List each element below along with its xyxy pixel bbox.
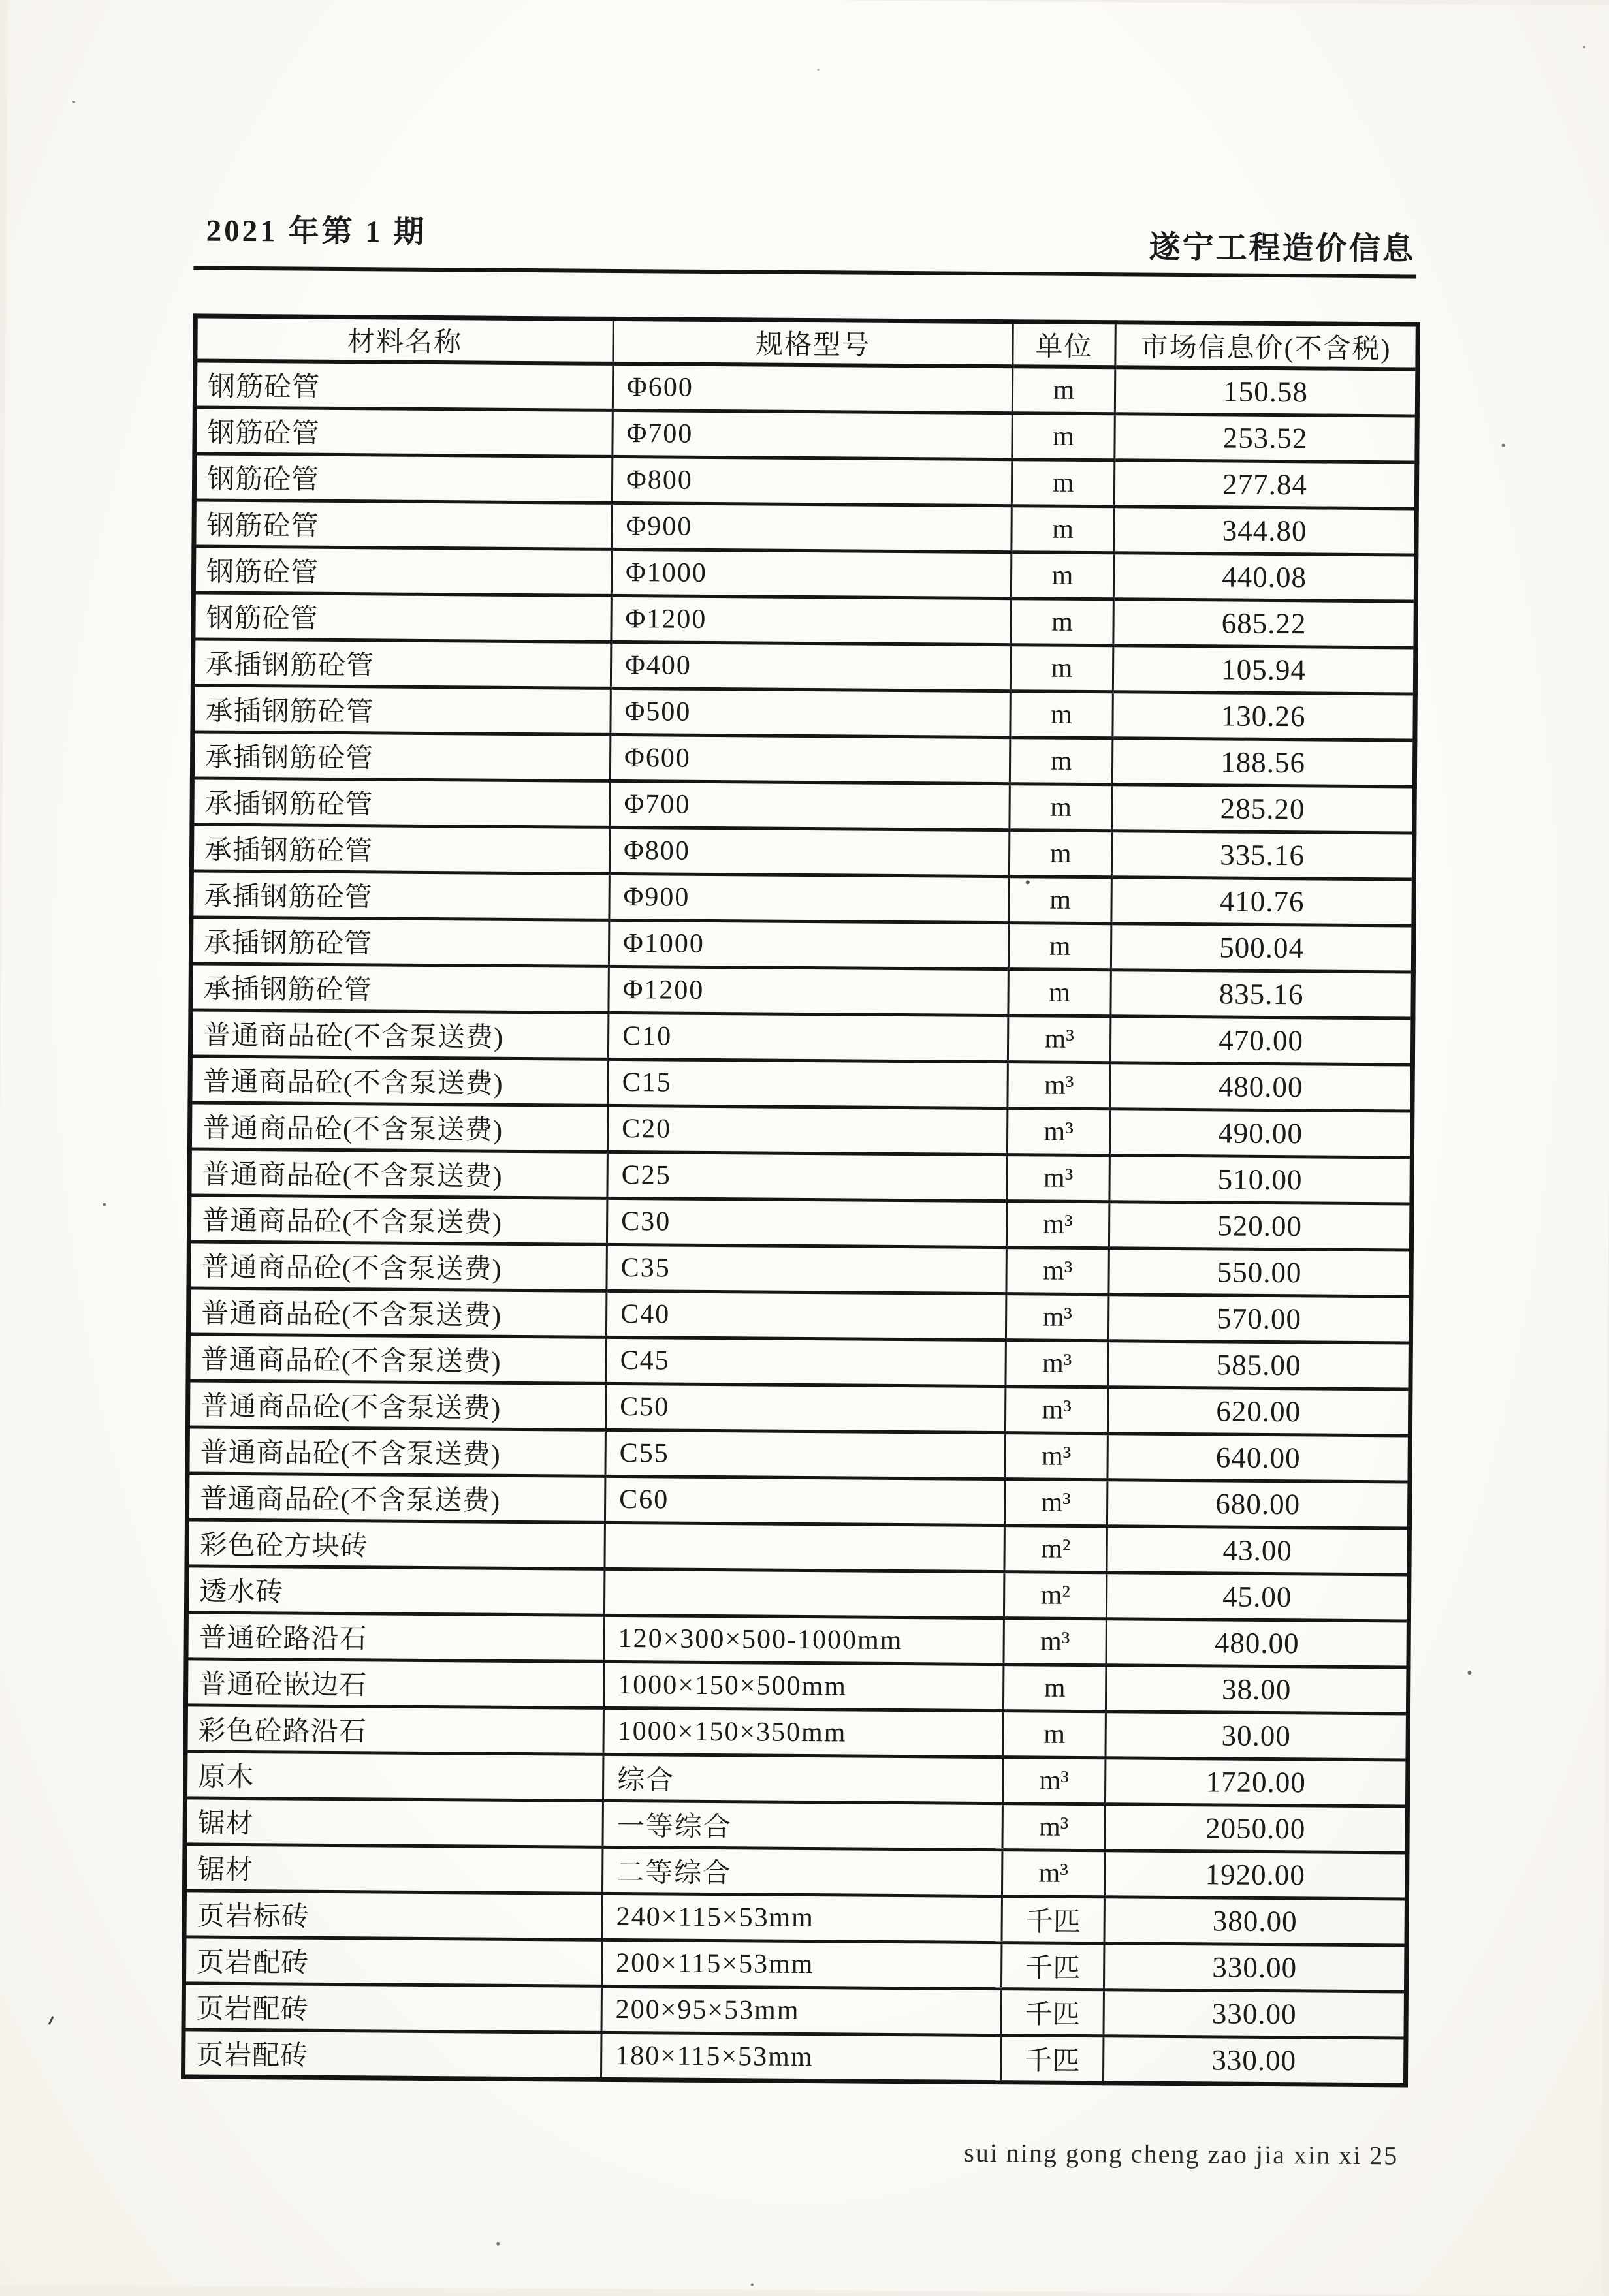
unit-cell: 千匹: [1001, 1943, 1104, 1990]
table-row: [185, 1752, 1407, 1806]
material-name-cell: 承插钢筋砼管: [193, 685, 611, 734]
spec-cell: Φ1200: [611, 595, 1011, 644]
spec-cell: 二等综合: [602, 1847, 1002, 1896]
material-name-cell: 承插钢筋砼管: [191, 825, 609, 873]
table-header: [195, 316, 1418, 370]
material-price-table: [181, 313, 1420, 2087]
material-name-cell: 普通商品砼(不含泵送费): [187, 1427, 605, 1476]
spec-cell: C55: [605, 1430, 1005, 1479]
unit-cell: m: [1009, 877, 1111, 924]
unit-cell: m³: [1006, 1201, 1109, 1248]
material-name-cell: 钢筋砼管: [194, 500, 612, 549]
unit-cell: m³: [1002, 1850, 1104, 1897]
material-name-cell: 普通商品砼(不含泵送费): [189, 1103, 607, 1152]
table-row: [191, 964, 1413, 1018]
price-cell: 680.00: [1107, 1480, 1409, 1528]
publication-title: 遂宁工程造价信息: [1149, 222, 1415, 269]
scan-speck: [72, 101, 75, 103]
table-row: [187, 1520, 1409, 1575]
table-row: [186, 1612, 1409, 1667]
price-cell: 490.00: [1109, 1109, 1412, 1157]
column-header-spec: 规格型号: [613, 319, 1013, 366]
spec-cell: Φ900: [612, 503, 1012, 552]
material-name-cell: 普通砼嵌边石: [185, 1659, 603, 1708]
material-name-cell: 普通商品砼(不含泵送费): [187, 1473, 605, 1522]
material-name-cell: 彩色砼路沿石: [185, 1705, 603, 1754]
material-name-cell: 钢筋砼管: [195, 407, 613, 456]
unit-cell: m: [1011, 552, 1113, 599]
scan-speck: [496, 2242, 500, 2246]
price-cell: 1920.00: [1104, 1851, 1407, 1899]
spec-cell: Φ800: [609, 827, 1009, 876]
table-row: [191, 917, 1413, 972]
page-footer-pinyin: sui ning gong cheng zao jia xin xi 25: [964, 2137, 1398, 2171]
price-cell: 480.00: [1106, 1619, 1409, 1667]
header-rule: [193, 266, 1416, 278]
unit-cell: m: [1010, 738, 1112, 785]
table-row: [193, 685, 1415, 740]
price-cell: 410.76: [1111, 877, 1414, 926]
spec-cell: 180×115×53mm: [601, 2032, 1000, 2082]
unit-cell: m: [1008, 923, 1111, 970]
table-row: [184, 1937, 1407, 1992]
spec-cell: Φ1200: [609, 966, 1008, 1015]
scan-speck: [103, 1203, 106, 1206]
spec-cell: 240×115×53mm: [602, 1893, 1002, 1942]
price-cell: 253.52: [1115, 414, 1417, 462]
material-name-cell: 承插钢筋砼管: [191, 917, 609, 966]
spec-cell: C30: [607, 1198, 1006, 1247]
table-row: [186, 1566, 1409, 1621]
table-row: [188, 1288, 1410, 1343]
unit-cell: m³: [1006, 1294, 1108, 1341]
spec-cell: Φ1000: [609, 920, 1008, 969]
spec-cell: Φ900: [609, 873, 1009, 922]
material-name-cell: 页岩配砖: [183, 2030, 601, 2079]
unit-cell: m: [1008, 969, 1111, 1016]
price-cell: 330.00: [1104, 1943, 1406, 1992]
unit-cell: m²: [1004, 1572, 1106, 1619]
unit-cell: m: [1011, 599, 1113, 646]
unit-cell: m: [1003, 1711, 1106, 1758]
spec-cell: Φ400: [611, 642, 1010, 691]
price-cell: 43.00: [1107, 1526, 1409, 1575]
scan-mark: [48, 2016, 54, 2025]
spec-cell: [605, 1522, 1004, 1571]
spec-cell: C45: [606, 1337, 1006, 1386]
material-name-cell: 普通商品砼(不含泵送费): [189, 1149, 607, 1198]
unit-cell: m³: [1007, 1109, 1109, 1156]
price-cell: 500.04: [1111, 924, 1413, 972]
unit-cell: m³: [1005, 1433, 1107, 1480]
table-row: [189, 1149, 1412, 1204]
unit-cell: m³: [1005, 1387, 1107, 1434]
unit-cell: 千匹: [1000, 2036, 1103, 2083]
spec-cell: C60: [605, 1476, 1004, 1525]
spec-cell: C35: [607, 1244, 1006, 1293]
scan-speck: [1583, 46, 1585, 48]
unit-cell: m: [1012, 413, 1115, 460]
table-row: [185, 1798, 1407, 1853]
unit-cell: m: [1009, 830, 1111, 877]
material-name-cell: 普通商品砼(不含泵送费): [189, 1195, 607, 1244]
price-cell: 440.08: [1113, 553, 1416, 601]
price-cell: 585.00: [1108, 1341, 1410, 1389]
material-name-cell: 钢筋砼管: [194, 454, 612, 503]
material-name-cell: 承插钢筋砼管: [192, 778, 610, 827]
material-name-cell: 锯材: [185, 1798, 603, 1847]
price-cell: 45.00: [1106, 1573, 1409, 1621]
spec-cell: C25: [607, 1152, 1007, 1201]
table-row: [187, 1381, 1410, 1436]
table-row: [187, 1427, 1410, 1482]
price-cell: 380.00: [1104, 1897, 1407, 1945]
unit-cell: m³: [1002, 1804, 1105, 1851]
price-cell: 640.00: [1107, 1434, 1410, 1482]
material-name-cell: 普通商品砼(不含泵送费): [189, 1242, 607, 1291]
material-name-cell: 透水砖: [186, 1566, 604, 1615]
table-row: [187, 1473, 1409, 1528]
material-name-cell: 普通商品砼(不含泵送费): [190, 1056, 608, 1105]
spec-cell: 200×115×53mm: [601, 1940, 1001, 1989]
scan-speck: [1467, 1671, 1471, 1675]
table-row: [193, 593, 1416, 648]
material-name-cell: 普通商品砼(不含泵送费): [188, 1288, 606, 1337]
spec-cell: 1000×150×500mm: [603, 1661, 1003, 1710]
price-cell: 520.00: [1109, 1202, 1411, 1250]
table-row: [188, 1334, 1410, 1389]
spec-cell: 120×300×500-1000mm: [604, 1615, 1004, 1664]
unit-cell: m: [1012, 506, 1114, 553]
issue-label: 2021 年第 1 期: [206, 206, 427, 251]
spec-cell: Φ600: [613, 364, 1012, 413]
table-row: [189, 1103, 1412, 1157]
material-name-cell: 承插钢筋砼管: [193, 639, 611, 688]
unit-cell: m³: [1002, 1757, 1105, 1804]
price-cell: 330.00: [1103, 2036, 1405, 2085]
price-cell: 620.00: [1107, 1387, 1410, 1436]
table-row: [185, 1705, 1408, 1760]
unit-cell: m: [1010, 691, 1113, 738]
table-row: [195, 407, 1417, 462]
material-name-cell: 原木: [185, 1752, 603, 1801]
spec-cell: C15: [608, 1059, 1008, 1108]
price-cell: 480.00: [1110, 1063, 1412, 1111]
spec-cell: Φ1000: [611, 549, 1011, 598]
material-name-cell: 普通商品砼(不含泵送费): [190, 1010, 608, 1059]
table-row: [191, 825, 1414, 879]
table-row: [194, 500, 1416, 555]
spec-cell: Φ500: [611, 688, 1010, 737]
material-name-cell: 承插钢筋砼管: [191, 871, 609, 920]
table-row: [189, 1195, 1411, 1250]
price-cell: 330.00: [1104, 1990, 1406, 2038]
material-name-cell: 页岩配砖: [184, 1937, 602, 1986]
material-name-cell: 承插钢筋砼管: [192, 732, 610, 781]
material-name-cell: 钢筋砼管: [193, 593, 611, 642]
column-header-material-name: 材料名称: [195, 316, 613, 364]
column-header-price: 市场信息价(不含税): [1115, 322, 1418, 370]
price-cell: 30.00: [1106, 1712, 1408, 1760]
table-header-row: [195, 316, 1418, 370]
price-cell: 550.00: [1109, 1248, 1411, 1297]
table-row: [193, 546, 1416, 601]
spec-cell: C10: [608, 1013, 1008, 1062]
unit-cell: 千匹: [1002, 1896, 1104, 1943]
spec-cell: C40: [606, 1291, 1006, 1340]
unit-cell: 千匹: [1001, 1989, 1104, 2036]
table-row: [185, 1844, 1407, 1899]
table-row: [193, 639, 1415, 694]
material-name-cell: 钢筋砼管: [193, 546, 611, 595]
price-cell: 105.94: [1113, 646, 1415, 694]
price-cell: 188.56: [1112, 738, 1414, 787]
table-body: [183, 360, 1418, 2085]
unit-cell: m³: [1004, 1479, 1107, 1526]
unit-cell: m: [1012, 460, 1114, 507]
unit-cell: m: [1003, 1665, 1106, 1712]
table-row: [190, 1010, 1412, 1065]
price-cell: 835.16: [1111, 970, 1413, 1018]
material-name-cell: 彩色砼方块砖: [187, 1520, 605, 1569]
material-name-cell: 钢筋砼管: [195, 360, 613, 410]
unit-cell: m²: [1004, 1526, 1107, 1573]
spec-cell: [604, 1569, 1004, 1618]
unit-cell: m³: [1004, 1618, 1106, 1665]
price-cell: 570.00: [1108, 1295, 1410, 1343]
price-cell: 150.58: [1115, 367, 1417, 416]
unit-cell: m³: [1006, 1340, 1108, 1387]
table-row: [192, 778, 1414, 833]
scan-speck: [1501, 443, 1505, 447]
material-name-cell: 页岩配砖: [183, 1983, 601, 2032]
table-row: [184, 1891, 1407, 1945]
table-row: [192, 732, 1414, 787]
price-cell: 685.22: [1113, 599, 1416, 648]
scan-speck: [1026, 880, 1030, 884]
unit-cell: m: [1010, 645, 1113, 692]
scan-speck: [817, 69, 819, 71]
spec-cell: 1000×150×350mm: [603, 1708, 1003, 1757]
material-name-cell: 普通商品砼(不含泵送费): [187, 1381, 605, 1430]
spec-cell: 200×95×53mm: [601, 1986, 1001, 2035]
column-header-unit: 单位: [1013, 322, 1115, 368]
price-cell: 1720.00: [1105, 1758, 1407, 1806]
price-cell: 344.80: [1114, 507, 1416, 555]
spec-cell: Φ700: [613, 410, 1012, 459]
material-name-cell: 普通砼路沿石: [186, 1612, 604, 1661]
spec-cell: Φ700: [610, 781, 1010, 830]
material-name-cell: 普通商品砼(不含泵送费): [188, 1334, 606, 1383]
price-cell: 285.20: [1112, 785, 1414, 833]
unit-cell: m³: [1008, 1016, 1110, 1063]
price-cell: 510.00: [1109, 1156, 1412, 1204]
material-name-cell: 页岩标砖: [184, 1891, 602, 1940]
table-row: [194, 454, 1416, 509]
spec-cell: C20: [607, 1105, 1007, 1154]
unit-cell: m: [1012, 366, 1115, 414]
material-name-cell: 锯材: [185, 1844, 603, 1893]
table-row: [183, 2030, 1406, 2085]
price-cell: 335.16: [1111, 831, 1414, 879]
unit-cell: m³: [1006, 1248, 1109, 1295]
table-row: [183, 1983, 1406, 2038]
table-row: [185, 1659, 1408, 1714]
price-cell: 277.84: [1114, 460, 1416, 509]
table-row: [189, 1242, 1411, 1297]
material-name-cell: 承插钢筋砼管: [191, 964, 609, 1013]
unit-cell: m: [1010, 784, 1112, 831]
scan-speck: [751, 2283, 754, 2286]
unit-cell: m³: [1007, 1155, 1109, 1202]
spec-cell: 综合: [603, 1754, 1002, 1803]
unit-cell: m³: [1008, 1062, 1110, 1109]
table-row: [191, 871, 1414, 926]
table-row: [195, 360, 1417, 416]
spec-cell: Φ800: [612, 456, 1012, 505]
price-cell: 2050.00: [1105, 1804, 1407, 1853]
price-cell: 470.00: [1110, 1016, 1412, 1065]
spec-cell: 一等综合: [603, 1801, 1002, 1849]
table-row: [190, 1056, 1412, 1111]
spec-cell: C50: [605, 1383, 1005, 1432]
price-cell: 130.26: [1113, 692, 1415, 740]
price-cell: 38.00: [1106, 1665, 1408, 1714]
spec-cell: Φ600: [610, 734, 1010, 783]
